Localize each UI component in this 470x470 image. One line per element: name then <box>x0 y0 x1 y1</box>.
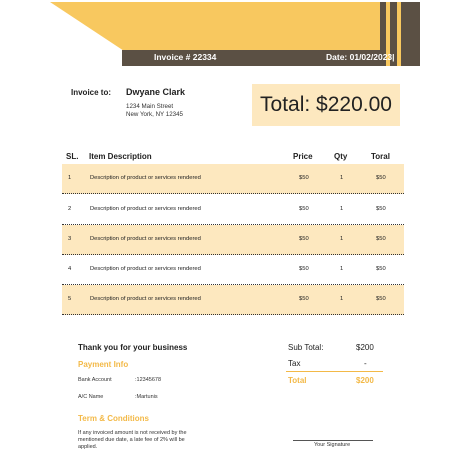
subtotal-value: $200 <box>356 343 374 352</box>
col-header-price: Price <box>293 152 313 161</box>
row-sl: 5 <box>68 296 72 302</box>
invoice-to-label: Invoice to: <box>71 88 112 97</box>
thanks-message: Thank you for your business <box>78 343 188 352</box>
row-description: Description of product or services rendered <box>90 296 201 302</box>
invoice-page <box>50 0 420 470</box>
table-row <box>62 164 404 194</box>
row-description: Description of product or services rendered <box>90 236 201 242</box>
header-yellow-band <box>50 2 380 50</box>
address-line-2: New York, NY 12345 <box>126 111 183 118</box>
col-header-sl: SL. <box>66 152 79 161</box>
payment-info-title: Payment Info <box>78 360 129 369</box>
row-sl: 2 <box>68 206 72 212</box>
table-row <box>62 195 404 225</box>
invoice-date[interactable]: Date: 01/02/2023| <box>326 52 395 62</box>
terms-text-line: applied. <box>78 444 98 450</box>
summary-divider <box>286 371 383 372</box>
subtotal-label: Sub Total: <box>288 343 324 352</box>
row-qty: 1 <box>340 266 344 272</box>
row-qty: 1 <box>340 175 344 181</box>
row-price: $50 <box>299 266 309 272</box>
row-total: $50 <box>376 175 386 181</box>
header-stripe <box>397 2 401 66</box>
table-row <box>62 225 404 255</box>
table-row <box>62 255 404 285</box>
tax-label: Tax <box>288 359 301 368</box>
row-price: $50 <box>299 175 309 181</box>
bank-account-value: :12345678 <box>135 377 161 383</box>
row-qty: 1 <box>340 236 344 242</box>
row-description: Description of product or services rendered <box>90 266 201 272</box>
row-sl: 1 <box>68 175 72 181</box>
terms-title: Term & Conditions <box>78 414 149 423</box>
table-row <box>62 285 404 315</box>
signature-line <box>293 440 373 441</box>
col-header-qty: Qty <box>334 152 348 161</box>
ac-name-value: :Martunis <box>135 394 158 400</box>
invoice-number: Invoice # 22334 <box>154 52 217 62</box>
row-price: $50 <box>299 236 309 242</box>
row-qty: 1 <box>340 206 344 212</box>
total-banner <box>252 84 400 126</box>
terms-text-line: If any invoiced amount is not received by the <box>78 430 187 436</box>
col-header-description: Item Description <box>89 152 152 161</box>
row-total: $50 <box>376 296 386 302</box>
row-total: $50 <box>376 206 386 212</box>
row-description: Description of product or services rendered <box>90 206 201 212</box>
row-qty: 1 <box>340 296 344 302</box>
row-total: $50 <box>376 266 386 272</box>
col-header-total: Toral <box>371 152 390 161</box>
total-banner-text: Total: $220.00 <box>260 93 392 116</box>
row-total: $50 <box>376 236 386 242</box>
bank-account-label: Bank Account <box>78 377 112 383</box>
row-description: Description of product or services rendered <box>90 175 201 181</box>
row-sl: 3 <box>68 236 72 242</box>
signature-label: Your Signature <box>314 442 351 448</box>
row-sl: 4 <box>68 266 72 272</box>
terms-text-line: mentioned due date, a late fee of 2% will be <box>78 437 185 443</box>
address-line-1: 1234 Main Street <box>126 103 174 110</box>
row-price: $50 <box>299 296 309 302</box>
customer-name: Dwyane Clark <box>126 87 186 97</box>
total-value: $200 <box>356 376 374 385</box>
ac-name-label: A/C Name <box>78 394 104 400</box>
tax-value: - <box>364 359 367 368</box>
row-price: $50 <box>299 206 309 212</box>
total-label: Total <box>288 376 307 385</box>
